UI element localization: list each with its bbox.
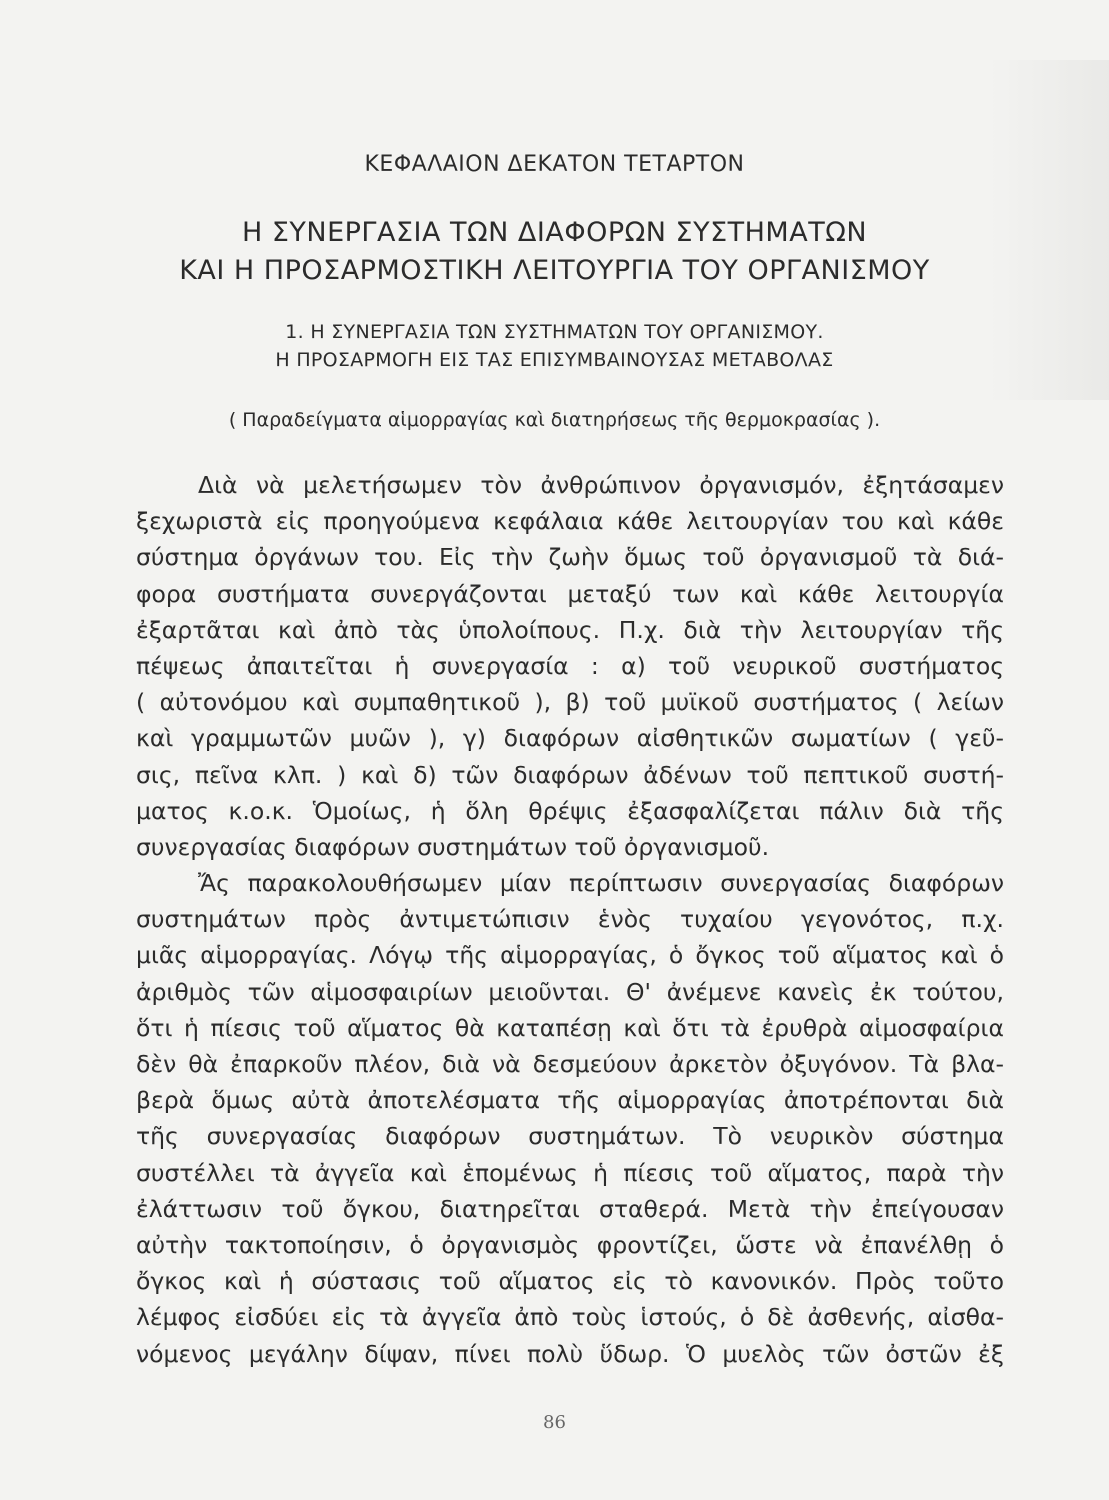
body-line: δὲν θὰ ἐπαρκοῦν πλέον, διὰ νὰ δεσμεύουν ἀρκετὸν ὀξυγόνον. Τὰ βλα- xyxy=(136,1050,1004,1078)
body-line: ( αὐτονόμου καὶ συμπαθητικοῦ ), β) τοῦ μυϊκοῦ συστήματος ( λείων xyxy=(136,688,1004,717)
body-line: συστέλλει τὰ ἀγγεῖα καὶ ἑπομένως ἡ πίεσις τοῦ αἵματος, παρὰ τὴν xyxy=(136,1158,1004,1187)
body-text xyxy=(136,467,1004,1372)
body-line: ἐλάττωσιν τοῦ ὄγκου, διατηρεῖται σταθερά. Μετὰ τὴν ἐπείγουσαν xyxy=(136,1194,1004,1223)
body-line: ξεχωριστὰ εἰς προηγούμενα κεφάλαια κάθε λειτουργίαν του καὶ κάθε xyxy=(136,507,1004,536)
body-line: ματος κ.ο.κ. Ὁμοίως, ἡ ὅλη θρέψις ἐξασφαλίζεται πάλιν διὰ τῆς xyxy=(136,796,1004,825)
body-line: ἀριθμὸς τῶν αἱμοσφαιρίων μειοῦνται. Θ' ἀνέμενε κανεὶς ἐκ τούτου, xyxy=(136,977,1004,1006)
body-line: φορα συστήματα συνεργάζονται μεταξύ των καὶ κάθε λειτουργία xyxy=(136,579,1004,608)
body-line: ὄγκος καὶ ἡ σύστασις τοῦ αἵματος εἰς τὸ κανονικόν. Πρὸς τοῦτο xyxy=(136,1267,1004,1296)
body-line: πέψεως ἀπαιτεῖται ἡ συνεργασία : α) τοῦ νευρικοῦ συστήματος xyxy=(136,651,1004,680)
body-line: συνεργασίας διαφόρων συστημάτων τοῦ ὀργανισμοῦ. xyxy=(136,832,770,861)
body-line: ἐξαρτᾶται καὶ ἀπὸ τὰς ὑπολοίπους. Π.χ. διὰ τὴν λειτουργίαν τῆς xyxy=(136,615,1004,644)
body-line: σύστημα ὀργάνων του. Εἰς τὴν ζωὴν ὅμως τοῦ ὀργανισμοῦ τὰ διά- xyxy=(136,543,1004,572)
chapter-title xyxy=(0,214,1109,290)
body-line: βερὰ ὅμως αὐτὰ ἀποτελέσματα τῆς αἱμορραγίας ἀποτρέπονται διὰ xyxy=(136,1086,1004,1115)
body-line: συστημάτων πρὸς ἀντιμετώπισιν ἑνὸς τυχαίου γεγονότος, π.χ. xyxy=(136,905,1004,934)
body-line: ὅτι ἡ πίεσις τοῦ αἵματος θὰ καταπέσῃ καὶ ὅτι τὰ ἐρυθρὰ αἱμοσφαίρια xyxy=(136,1013,1004,1042)
body-line: σις, πεῖνα κλπ. ) καὶ δ) τῶν διαφόρων ἀδένων τοῦ πεπτικοῦ συστή- xyxy=(136,760,1004,789)
section-heading-line: 1. Η ΣΥΝΕΡΓΑΣΙΑ ΤΩΝ ΣΥΣΤΗΜΑΤΩΝ ΤΟΥ ΟΡΓΑΝΙΣΜΟΥ. xyxy=(285,321,824,343)
body-line: νόμενος μεγάλην δίψαν, πίνει πολὺ ὕδωρ. Ὁ μυελὸς τῶν ὀστῶν ἐξ xyxy=(136,1339,1004,1368)
page-number: 86 xyxy=(543,1412,566,1433)
body-line: αὐτὴν τακτοποίησιν, ὁ ὀργανισμὸς φροντίζει, ὥστε νὰ ἐπανέλθῃ ὁ xyxy=(136,1230,1004,1259)
body-line: καὶ γραμμωτῶν μυῶν ), γ) διαφόρων αἰσθητικῶν σωματίων ( γεῦ- xyxy=(136,724,1004,753)
examples-note: ( Παραδείγματα αἱμορραγίας καὶ διατηρήσεως τῆς θερμοκρασίας ). xyxy=(228,409,881,431)
chapter-heading: ΚΕΦΑΛΑΙΟΝ ΔΕΚΑΤΟΝ ΤΕΤΑΡΤΟΝ xyxy=(364,152,745,177)
chapter-title-line: ΚΑΙ Η ΠΡΟΣΑΡΜΟΣΤΙΚΗ ΛΕΙΤΟΥΡΓΙΑ ΤΟΥ ΟΡΓΑΝΙΣΜΟΥ xyxy=(179,255,930,286)
section-heading xyxy=(0,318,1109,374)
body-line: Διὰ νὰ μελετήσωμεν τὸν ἀνθρώπινον ὀργανισμόν, ἐξητάσαμεν xyxy=(198,471,1004,499)
section-heading-line: Η ΠΡΟΣΑΡΜΟΓΗ ΕΙΣ ΤΑΣ ΕΠΙΣΥΜΒΑΙΝΟΥΣΑΣ ΜΕΤΑΒΟΛΑΣ xyxy=(275,349,834,371)
chapter-title-line: Η ΣΥΝΕΡΓΑΣΙΑ ΤΩΝ ΔΙΑΦΟΡΩΝ ΣΥΣΤΗΜΑΤΩΝ xyxy=(241,217,868,248)
body-line: λέμφος εἰσδύει εἰς τὰ ἀγγεῖα ἀπὸ τοὺς ἱστούς, ὁ δὲ ἀσθενής, αἰσθα- xyxy=(136,1303,1004,1332)
body-line: Ἄς παρακολουθήσωμεν μίαν περίπτωσιν συνεργασίας διαφόρων xyxy=(198,869,1004,898)
body-line: τῆς συνεργασίας διαφόρων συστημάτων. Τὸ νευρικὸν σύστημα xyxy=(136,1122,1004,1151)
body-line: μιᾶς αἱμορραγίας. Λόγῳ τῆς αἱμορραγίας, ὁ ὄγκος τοῦ αἵματος καὶ ὁ xyxy=(136,941,1004,970)
